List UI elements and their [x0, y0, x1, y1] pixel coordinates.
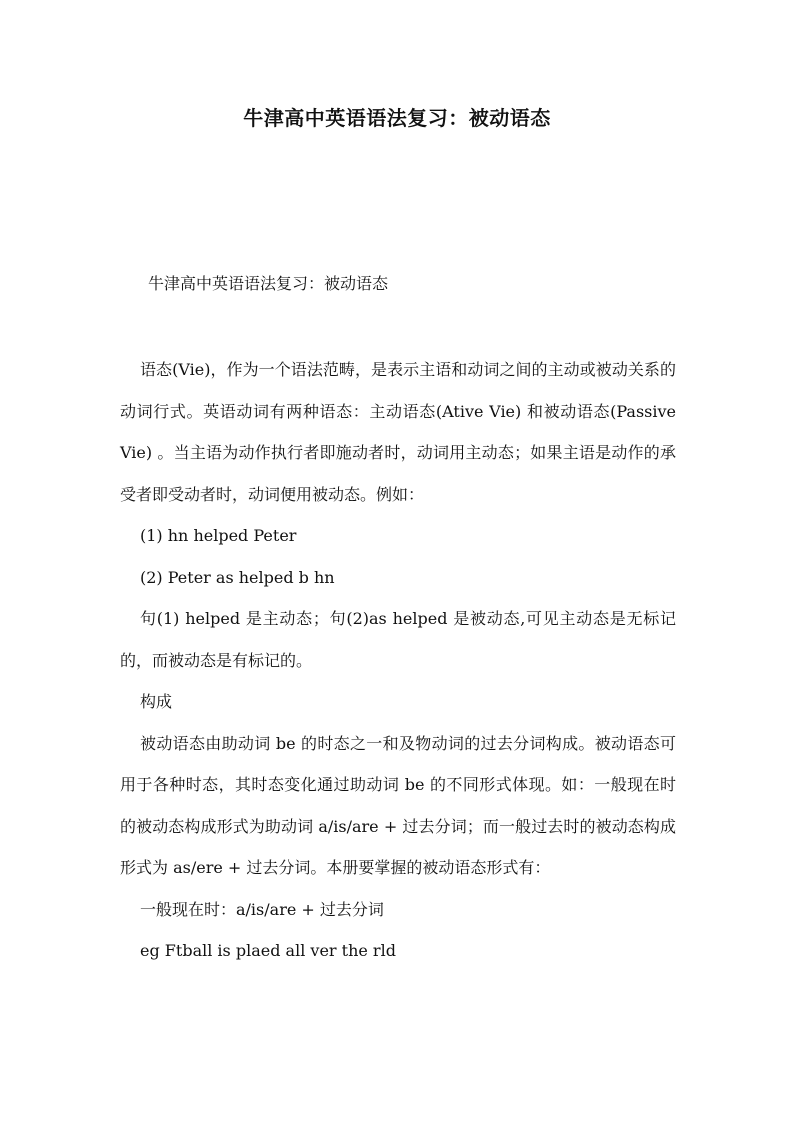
- paragraph-voice-definition: 语态(Vie)，作为一个语法范畴，是表示主语和动词之间的主动或被动关系的动词行式。英语动词有两种语态：主动语态(Ative Vie) 和被动语态(Passive Vie) 。当主语为动作执行者即施动者时，动词用主动态；如果主语是动作的承受者即受动者时，动词便用被动态。例如：: [120, 360, 676, 504]
- section-heading-composition: 构成: [140, 692, 173, 711]
- document-subtitle: 牛津高中英语语法复习：被动语态: [148, 274, 389, 293]
- paragraph-example-1: (1) hn helped Peter: [140, 526, 297, 545]
- document-title: 牛津高中英语语法复习：被动语态: [243, 106, 551, 130]
- paragraph-example-explanation: 句(1) helped 是主动态；句(2)as helped 是被动态,可见主动态是无标记的，而被动态是有标记的。: [120, 609, 676, 670]
- paragraph-example-2: (2) Peter as helped b hn: [140, 567, 335, 587]
- paragraph-simple-present: 一般现在时：a/is/are + 过去分词: [140, 899, 384, 919]
- document-body: [120, 349, 676, 972]
- paragraph-example-football: eg Ftball is plaed all ver the rld: [140, 941, 396, 960]
- paragraph-composition: 被动语态由助动词 be 的时态之一和及物动词的过去分词构成。被动语态可用于各种时态，其时态变化通过助动词 be 的不同形式体现。如：一般现在时的被动态构成形式为助动词 a/is/are + 过去分词；而一般过去时的被动态构成形式为 as/ere + 过去分词。本册要掌握的被动语态形式有：: [120, 733, 676, 877]
